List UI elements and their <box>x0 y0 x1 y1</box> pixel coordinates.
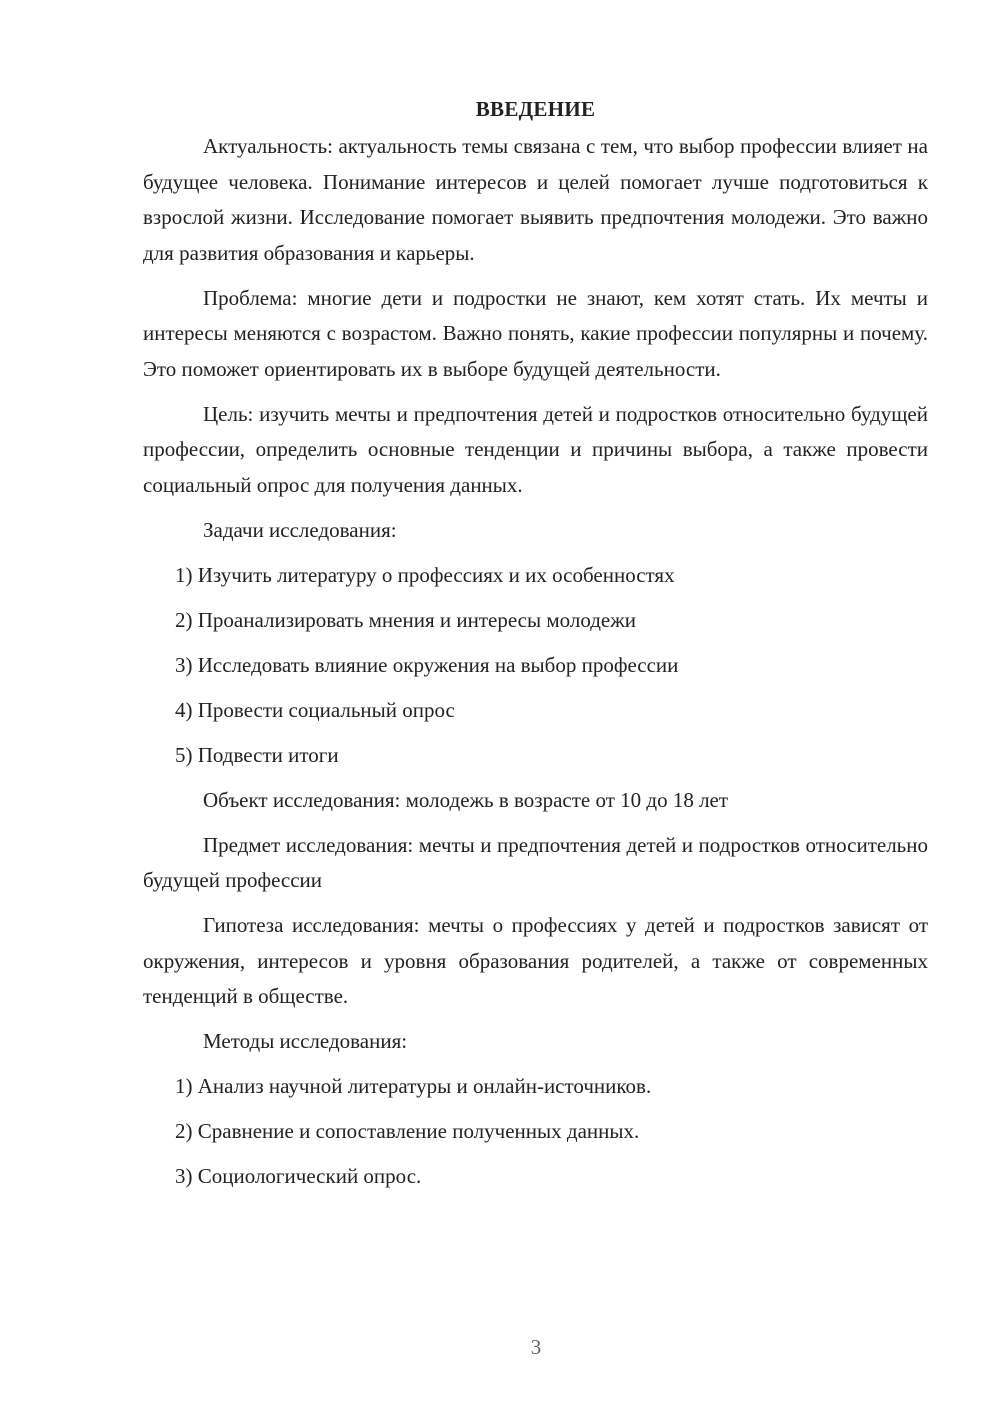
relevance-paragraph: Актуальность: актуальность темы связана с тем, что выбор профессии влияет на будущее человека. Понимание интересов и целей помогает лучше подготовиться к взрослой жизни. Исследование помогает выявить предпочтения молодежи. Это важно для развития образования и карьеры. <box>143 134 928 265</box>
list-item: 3) Исследовать влияние окружения на выбор профессии <box>175 652 679 677</box>
methods-list <box>143 1069 928 1195</box>
list-item: 1) Изучить литературу о профессиях и их особенностях <box>175 562 675 587</box>
object-line: Объект исследования: молодежь в возрасте от 10 до 18 лет <box>203 787 729 812</box>
page-number: 3 <box>530 1335 542 1359</box>
problem-paragraph: Проблема: многие дети и подростки не знают, кем хотят стать. Их мечты и интересы меняются с возрастом. Важно понять, какие профессии популярны и почему. Это поможет ориентировать их в выборе будущей деятельности. <box>143 285 928 381</box>
tasks-heading: Задачи исследования: <box>203 517 397 542</box>
list-item: 2) Сравнение и сопоставление полученных данных. <box>175 1119 640 1143</box>
section-title: ВВЕДЕНИЕ <box>475 97 596 121</box>
subject-paragraph: Предмет исследования: мечты и предпочтения детей и подростков относительно будущей профессии <box>143 832 928 892</box>
goal-paragraph: Цель: изучить мечты и предпочтения детей и подростков относительно будущей профессии, определить основные тенденции и причины выбора, а также провести социальный опрос для получения данных. <box>143 401 928 497</box>
list-item: 5) Подвести итоги <box>175 742 339 767</box>
document-page <box>143 92 928 1204</box>
list-item: 2) Проанализировать мнения и интересы молодежи <box>175 607 637 632</box>
methods-heading: Методы исследования: <box>203 1029 408 1053</box>
list-item: 4) Провести социальный опрос <box>175 697 455 722</box>
list-item: 1) Анализ научной литературы и онлайн-источников. <box>175 1074 652 1098</box>
list-item: 3) Социологический опрос. <box>175 1164 422 1188</box>
hypothesis-paragraph: Гипотеза исследования: мечты о профессиях у детей и подростков зависят от окружения, интересов и уровня образования родителей, а также от современных тенденций в обществе. <box>143 913 928 1008</box>
tasks-list <box>143 558 928 774</box>
